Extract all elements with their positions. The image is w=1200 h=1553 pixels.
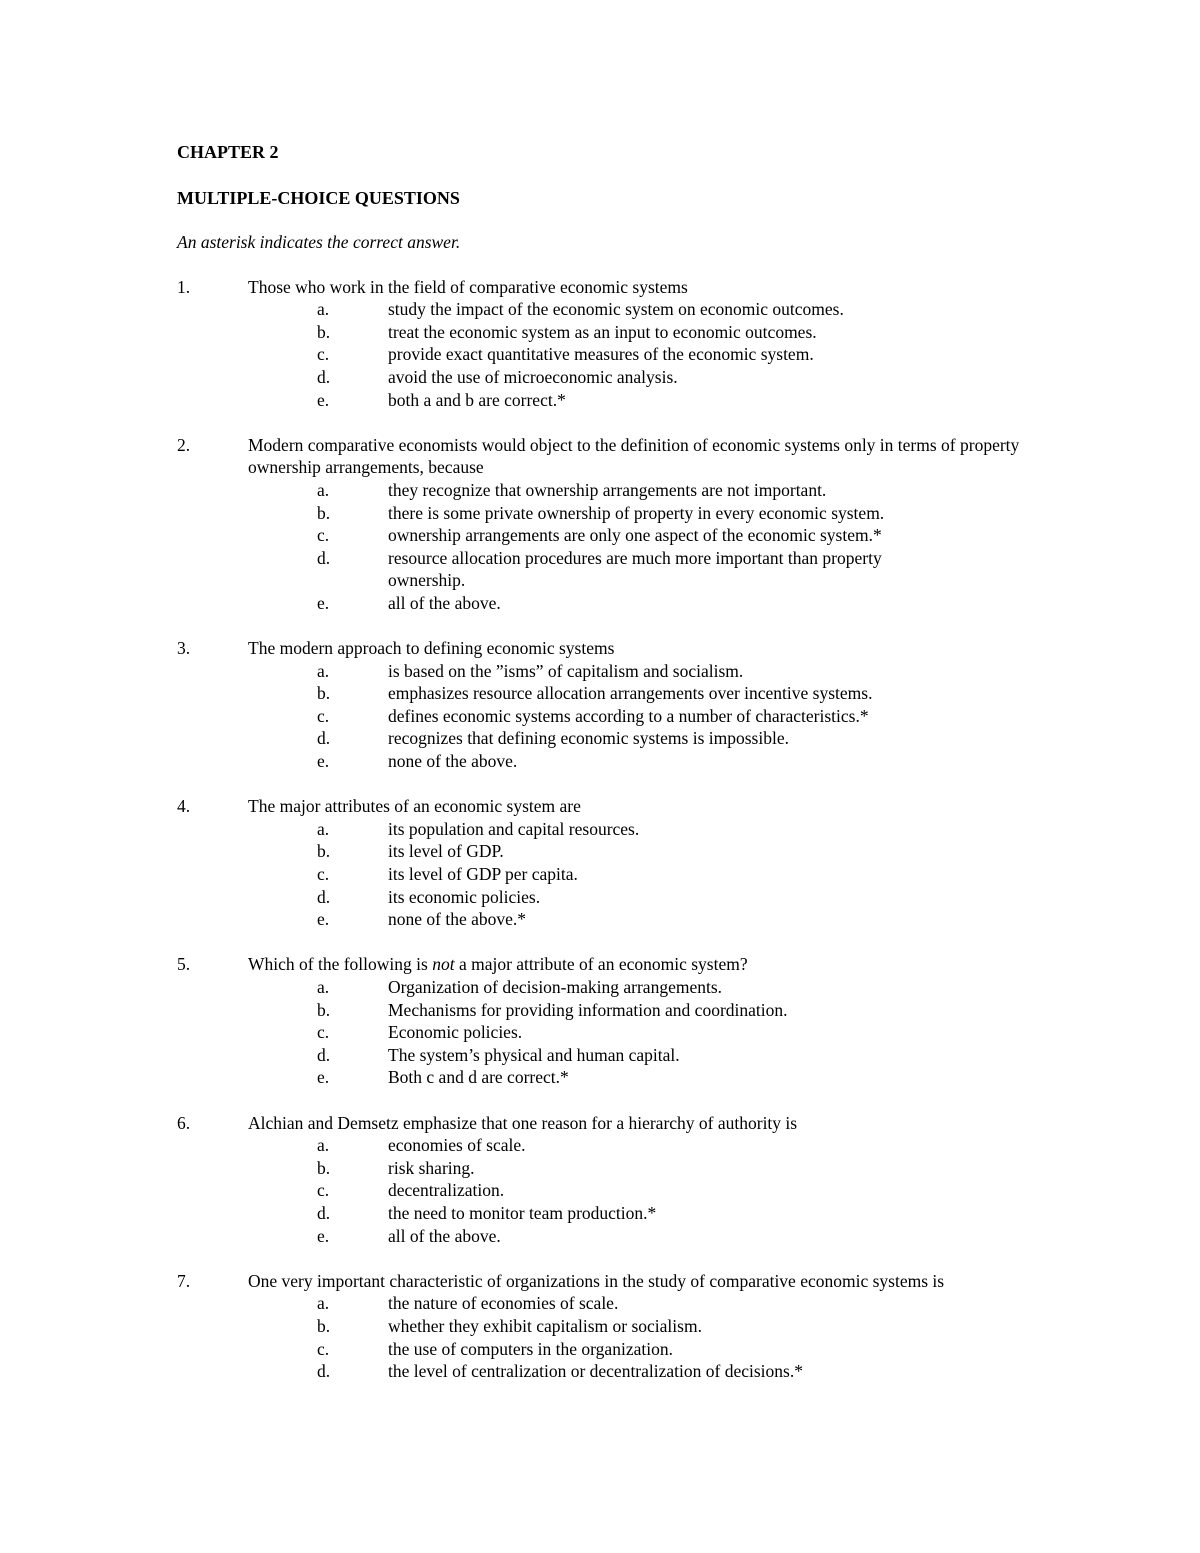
- choice-b: [177, 321, 1037, 344]
- choice-text: Both c and d are correct.*: [388, 1067, 569, 1088]
- choice-c: [177, 1338, 1037, 1361]
- document-page: [177, 140, 1037, 1405]
- question-text: The major attributes of an economic system are: [248, 796, 581, 817]
- choice-letter: b.: [317, 502, 331, 523]
- choice-a: [177, 298, 1037, 321]
- question-number: 1.: [177, 276, 191, 297]
- choice-text: there is some private ownership of property in every economic system.: [388, 502, 885, 523]
- choice-letter: b.: [317, 999, 331, 1020]
- question-number: 4.: [177, 796, 191, 817]
- choice-text: recognizes that defining economic systems is impossible.: [388, 728, 789, 749]
- choice-text: ownership arrangements are only one aspect of the economic system.*: [388, 525, 882, 546]
- question-text-before: Which of the following is: [248, 954, 433, 975]
- choice-text: they recognize that ownership arrangements are not important.: [388, 479, 827, 500]
- choice-text: the need to monitor team production.*: [388, 1202, 657, 1223]
- choice-text: the use of computers in the organization.: [388, 1338, 673, 1359]
- choice-letter: a.: [317, 660, 330, 681]
- instruction-note: An asterisk indicates the correct answer.: [177, 232, 461, 252]
- choice-letter: c.: [317, 344, 330, 365]
- choice-letter: b.: [317, 321, 331, 342]
- choice-d: [177, 547, 1037, 592]
- choice-c: [177, 705, 1037, 728]
- question-text-emphasis: not: [432, 954, 455, 975]
- choice-e: [177, 1066, 1037, 1089]
- choice-text: whether they exhibit capitalism or socialism.: [388, 1315, 702, 1336]
- question-stem: [177, 276, 1037, 299]
- choice-d: [177, 727, 1037, 750]
- question-text-after: a major attribute of an economic system?: [454, 954, 748, 975]
- choice-a: [177, 660, 1037, 683]
- choice-a: [177, 1134, 1037, 1157]
- choice-letter: e.: [317, 1225, 330, 1246]
- choice-e: [177, 1225, 1037, 1248]
- choice-d: [177, 886, 1037, 909]
- choice-a: [177, 479, 1037, 502]
- choice-text: treat the economic system as an input to economic outcomes.: [388, 321, 817, 342]
- choice-c: [177, 524, 1037, 547]
- choice-letter: a.: [317, 299, 330, 320]
- choice-letter: a.: [317, 479, 330, 500]
- choice-text: both a and b are correct.*: [388, 389, 566, 410]
- choice-text: its economic policies.: [388, 886, 541, 907]
- choice-b: [177, 502, 1037, 525]
- choice-letter: c.: [317, 1180, 330, 1201]
- question-number: 7.: [177, 1270, 191, 1291]
- choice-letter: b.: [317, 1315, 331, 1336]
- question-text: The modern approach to defining economic systems: [248, 638, 615, 659]
- choice-text: risk sharing.: [388, 1157, 475, 1178]
- question-number: 3.: [177, 638, 191, 659]
- choice-c: [177, 1179, 1037, 1202]
- choice-letter: b.: [317, 1157, 331, 1178]
- section-title: MULTIPLE-CHOICE QUESTIONS: [177, 188, 460, 208]
- choice-text: the nature of economies of scale.: [388, 1293, 619, 1314]
- choice-letter: c.: [317, 705, 330, 726]
- choice-letter: a.: [317, 1293, 330, 1314]
- choice-e: [177, 389, 1037, 412]
- choice-b: [177, 840, 1037, 863]
- choice-letter: a.: [317, 818, 330, 839]
- choice-d: [177, 1044, 1037, 1067]
- choice-text: emphasizes resource allocation arrangements over incentive systems.: [388, 683, 873, 704]
- choice-letter: c.: [317, 864, 330, 885]
- choice-letter: d.: [317, 886, 331, 907]
- question-6: [177, 1112, 1037, 1248]
- choice-text: its level of GDP per capita.: [388, 864, 578, 885]
- choice-letter: c.: [317, 525, 330, 546]
- question-stem: [177, 953, 1037, 976]
- choice-e: [177, 908, 1037, 931]
- question-1: [177, 276, 1037, 412]
- question-4: [177, 795, 1037, 931]
- choice-d: [177, 366, 1037, 389]
- choice-letter: b.: [317, 683, 331, 704]
- choice-text: defines economic systems according to a number of characteristics.*: [388, 705, 869, 726]
- choice-letter: a.: [317, 977, 330, 997]
- choice-letter: b.: [317, 841, 331, 862]
- choice-c: [177, 1021, 1037, 1044]
- choice-letter: e.: [317, 592, 330, 613]
- choice-letter: d.: [317, 728, 331, 749]
- choice-letter: e.: [317, 389, 330, 410]
- choice-b: [177, 682, 1037, 705]
- question-text: Alchian and Demsetz emphasize that one reason for a hierarchy of authority is: [248, 1112, 798, 1133]
- choice-letter: d.: [317, 1361, 331, 1382]
- choice-text: its level of GDP.: [388, 841, 504, 862]
- choice-text: is based on the ”isms” of capitalism and socialism.: [388, 660, 744, 681]
- question-stem: [177, 1270, 1037, 1293]
- choice-letter: c.: [317, 1338, 330, 1359]
- choice-letter: e.: [317, 909, 330, 930]
- choice-text: The system’s physical and human capital.: [388, 1044, 680, 1065]
- choice-text: none of the above.*: [388, 909, 527, 930]
- question-text: Those who work in the field of comparative economic systems: [248, 276, 688, 297]
- choice-a: [177, 818, 1037, 841]
- choice-text: Economic policies.: [388, 1022, 523, 1043]
- question-number: 6.: [177, 1112, 191, 1133]
- choice-letter: e.: [317, 1067, 330, 1088]
- choice-c: [177, 863, 1037, 886]
- choice-a: [177, 976, 1037, 999]
- choice-text: provide exact quantitative measures of the economic system.: [388, 344, 814, 365]
- question-stem: [177, 1112, 1037, 1135]
- choice-letter: a.: [317, 1135, 330, 1156]
- question-text: [248, 953, 1037, 976]
- choice-b: [177, 999, 1037, 1022]
- question-text: One very important characteristic of organizations in the study of comparative economic systems is: [248, 1270, 945, 1291]
- choice-text: avoid the use of microeconomic analysis.: [388, 366, 678, 387]
- question-stem: [177, 434, 1037, 479]
- question-7: [177, 1270, 1037, 1383]
- question-3: [177, 637, 1037, 773]
- choice-letter: e.: [317, 751, 330, 772]
- choice-b: [177, 1157, 1037, 1180]
- choice-text: Organization of decision-making arrangements.: [388, 977, 723, 997]
- choice-text: the level of centralization or decentralization of decisions.*: [388, 1361, 803, 1382]
- choice-text: study the impact of the economic system on economic outcomes.: [388, 299, 844, 320]
- choice-text: decentralization.: [388, 1180, 505, 1201]
- question-2: [177, 434, 1037, 615]
- question-5: [177, 953, 1037, 1089]
- question-number: 2.: [177, 434, 191, 455]
- choice-text: all of the above.: [388, 592, 501, 613]
- choice-text: all of the above.: [388, 1225, 501, 1246]
- choice-text: economies of scale.: [388, 1135, 526, 1156]
- choice-e: [177, 750, 1037, 773]
- choice-letter: d.: [317, 547, 331, 568]
- chapter-title: CHAPTER 2: [177, 142, 279, 162]
- choice-letter: d.: [317, 1202, 331, 1223]
- question-number: 5.: [177, 954, 191, 975]
- choice-text: Mechanisms for providing information and coordination.: [388, 999, 788, 1020]
- choice-letter: d.: [317, 366, 331, 387]
- question-stem: [177, 637, 1037, 660]
- choice-b: [177, 1315, 1037, 1338]
- choice-d: [177, 1202, 1037, 1225]
- choice-letter: c.: [317, 1022, 330, 1043]
- choice-text: its population and capital resources.: [388, 818, 640, 839]
- choice-a: [177, 1292, 1037, 1315]
- choice-d: [177, 1360, 1037, 1383]
- choice-e: [177, 592, 1037, 615]
- choice-c: [177, 343, 1037, 366]
- question-text: Modern comparative economists would object to the definition of economic systems only in terms of property ownership arrangements, because: [248, 434, 1020, 478]
- question-stem: [177, 795, 1037, 818]
- choice-letter: d.: [317, 1044, 331, 1065]
- choice-text: none of the above.: [388, 751, 518, 772]
- choice-text: resource allocation procedures are much more important than property ownership.: [388, 547, 882, 591]
